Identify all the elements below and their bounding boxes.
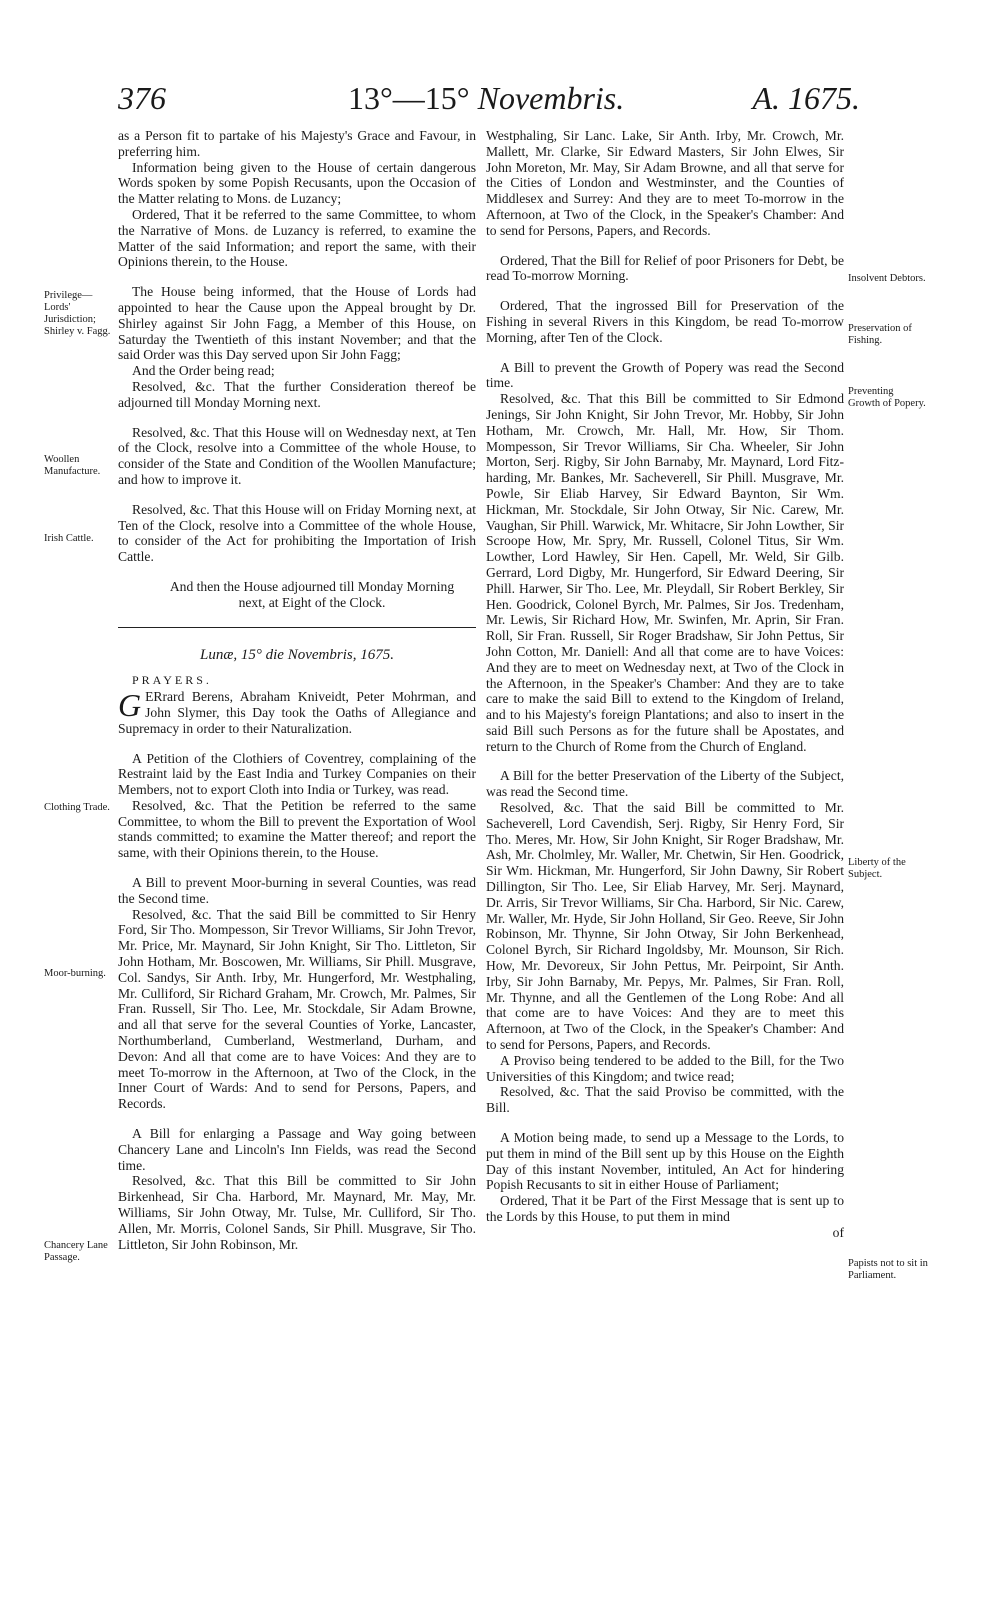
paragraph: And the Order being read; (132, 363, 275, 379)
paragraph: Ordered, That it be referred to the same Committee, to whom the Narrative of Mons. de Luzancy is referred, to examine the Matter of the said Information; and report the same, with their Opinions therein, to the House. (118, 206, 476, 270)
paragraph: Resolved, &c. That the further Consideration thereof be adjourned till Monday Morning next. (118, 378, 476, 410)
paragraph: Westphaling, Sir Lanc. Lake, Sir Anth. Irby, Mr. Crowch, Mr. Mallett, Mr. Clarke, Sir Edward Masters, Sir John Elwes, Sir John Moreton, Mr. May, Sir Adam Browne, and all that serve for the Cities of London and Westminster, and the Counties of Middlesex and Surrey: And they are to meet To-morrow in the Afternoon, at Two of the Clock, in the Speaker's Chamber: And to send for Persons, Papers, and Records. (486, 128, 844, 238)
paragraph: A Bill to prevent Moor-burning in several Counties, was read the Second time. (118, 875, 476, 906)
day-heading: Lunæ, 15° die Novembris, 1675. (200, 646, 394, 663)
page-header (118, 80, 860, 124)
paragraph: A Motion being made, to send up a Message to the Lords, to put them in mind of the Bill sent up by this House on the Eighth Day of this instant November, intituled, An Act for hindering Popish Recusants to sit in either House of Parliament; (486, 1130, 844, 1193)
margin-note-insolvent: Insolvent Debtors. (848, 273, 926, 284)
catchword: of (832, 1224, 844, 1240)
date-range (348, 80, 624, 117)
paragraph: A Petition of the Clothiers of Coventrey, complaining of the Restraint laid by the East India and Turkey Companies on their Members, not to export Cloth into India or Turkey, was read. (118, 750, 476, 798)
paragraph-text: ERrard Berens, Abraham Kniveidt, Peter Mohrman, and John Slymer, this Day took the Oaths of Allegiance and Supremacy in order to their Naturalization. (118, 689, 476, 736)
paragraph: Resolved, &c. That the said Proviso be committed, with the Bill. (486, 1084, 844, 1116)
paragraph: Ordered, That the ingrossed Bill for Preservation of the Fishing in several Rivers in this Kingdom, be read To-morrow Morning, after Ten of the Clock. (486, 298, 844, 345)
adjournment: And then the House adjourned till Monday Morning next, at Eight of the Clock. (169, 578, 455, 610)
left-column (118, 128, 476, 1252)
year: A. 1675. (752, 80, 860, 116)
margin-note-papists: Papists not to sit in Parliament. (848, 1258, 928, 1281)
paragraph: A Bill for enlarging a Passage and Way going between Chancery Lane and Lincoln's Inn Fields, was read the Second time. (118, 1126, 476, 1173)
date-month: Novembris. (477, 80, 625, 116)
paragraph: A Proviso being tendered to be added to the Bill, for the Two Universities of this Kingdom; and twice read; (486, 1052, 844, 1084)
margin-note-moor-burning: Moor-burning. (44, 968, 106, 979)
margin-note-woollen: Woollen Manufacture. (44, 454, 101, 477)
paragraph: Resolved, &c. That this Bill be committed to Sir John Birkenhead, Sir Cha. Harbord, Mr. Maynard, Mr. May, Mr. Williams, Sir John Otway, Mr. Tulse, Mr. Culliford, Sir Tho. Allen, Mr. Morris, Colonel Sands, Sir Phill. Musgrave, Sir Tho. Littleton, Sir John Robinson, Mr. (118, 1173, 476, 1252)
paragraph: Ordered, That the Bill for Relief of poor Prisoners for Debt, be read To-morrow Morning. (486, 252, 844, 284)
paragraph: Resolved, &c. That the said Bill be committed to Mr. Sacheverell, Lord Cavendish, Serj. Rigby, Sir Henry Ford, Sir Tho. Meres, Mr. How, Sir John Knight, Sir Roger Bradshaw, Mr. Ash, Mr. Cholmley, Mr. Waller, Mr. Chetwin, Sir Hen. Goodrick, Sir Wm. Hickman, Mr. Hungerford, Sir John Dawny, Sir Robert Dillington, Sir Tho. Lee, Sir Eliab Harvey, Mr. Serj. Maynard, Dr. Arris, Sir Trevor Williams, Sir Cha. Harbord, Sir Nic. Carew, Mr. Waller, Mr. Hyde, Sir John Holland, Sir Geo. Reeve, Sir John Robinson, Mr. Thynne, Sir John Otway, Sir John Berkenhead, Colonel Byrch, Sir Richard Ingoldsby, Mr. Mounson, Sir Rich. How, Mr. Devoreux, Sir John Pettus, Mr. Peirpoint, Sir Anth. Irby, Sir John Barnaby, Mr. Pepys, Mr. Palmes, Sir Fran. Roll, Mr. Thynne, and all the Gentlemen of the Long Robe: And all that come are to have Voices: And they are to meet this Afternoon, at Two of the Clock, in the Speaker's Chamber: And to send for Persons, Papers, and Records. (486, 800, 844, 1053)
margin-note-privilege: Privilege—Lords' Jurisdiction; Shirley v. Fagg. (44, 290, 111, 337)
section-divider (118, 627, 476, 628)
margin-note-liberty: Liberty of the Subject. (848, 857, 906, 880)
margin-note-irish-cattle: Irish Cattle. (44, 533, 94, 544)
paragraph: Resolved, &c. That the Petition be referred to the same Committee, to whom the Bill to prevent the Exportation of Wool stands committed; to examine the Matter thereof; and report the same, with their Opinions therein, to the House. (118, 797, 476, 861)
paragraph: Information being given to the House of certain dangerous Words spoken by some Popish Recusants, upon the Occasion of the Matter relating to Mons. de Luzancy; (118, 159, 476, 207)
paragraph: Resolved, &c. That this Bill be committed to Sir Edmond Jenings, Sir John Knight, Sir John Trevor, Mr. Hobby, Sir John Hotham, Mr. Crowch, Mr. Hall, Mr. How, Sir Thom. Mompesson, Sir Trevor Williams, Sir Cha. Wheeler, Sir John Morton, Serj. Rigby, Sir John Barnaby, Mr. Maynard, Lord Fitz-harding, Mr. Bankes, Mr. Sacheverell, Sir Phill. Musgrave, Mr. Powle, Sir Eliab Harvey, Sir Edward Baynton, Sir Wm. Hickman, Mr. Stockdale, Sir John Otway, Sir Nic. Carew, Mr. Vaughan, Sir Phill. Warwick, Mr. Whitacre, Sir John Lowther, Sir Scroope How, Mr. Spry, Mr. Russell, Colonel Titus, Sir Wm. Lowther, Lord Hawley, Sir Hen. Capell, Mr. Weld, Sir Gilb. Gerrard, Lord Digby, Mr. Hungerford, Sir Edward Deering, Sir Phill. Harwer, Sir Tho. Lee, Mr. Pleydall, Sir Robert Berkley, Sir Hen. Goodrick, Colonel Byrch, Mr. Palmes, Sir Jos. Tredenham, Mr. Lewis, Sir Richard How, Mr. Swinfen, Mr. Aprin, Sir Fran. Roll, Sir Fran. Russell, Sir Roger Bradshaw, Sir John Pettus, Sir John Cotton, Mr. Daniell: And all that come are to have Voices: And they are to meet on Wednesday next, at Two of the Clock in the Afternoon, in the Speaker's Chamber: And they are to take care to make the said Bill to extend to the Kingdom of Ireland, and to his Majesty's foreign Plantations; and also to insert in the said Bill such Persons as for the future shall be Apostates, and return to the Church of Rome from the Church of England. (486, 391, 844, 754)
drop-cap: G (118, 687, 142, 724)
paragraph: A Bill to prevent the Growth of Popery was read the Second time. (486, 359, 844, 391)
paragraph: Ordered, That it be Part of the First Message that is sent up to the Lords by this House, to put them in mind (486, 1193, 844, 1224)
paragraph: Resolved, &c. That this House will on Friday Morning next, at Ten of the Clock, resolve into a Committee of the whole House, to consider of the Act for prohibiting the Importation of Irish Cattle. (118, 501, 476, 565)
margin-note-chancery: Chancery Lane Passage. (44, 1240, 108, 1263)
margin-note-clothing: Clothing Trade. (44, 802, 110, 813)
right-column (486, 128, 844, 1241)
page-number: 376 (118, 80, 166, 116)
paragraph: Resolved, &c. That this House will on Wednesday next, at Ten of the Clock, resolve into a Committee of the whole House, to consider of the State and Condition of the Woollen Manufacture; and how to improve it. (118, 424, 476, 487)
paragraph: A Bill for the better Preservation of the Liberty of the Subject, was read the Second time. (486, 768, 844, 800)
paragraph: as a Person fit to partake of his Majesty's Grace and Favour, in preferring him. (118, 128, 476, 159)
prayers-heading: PRAYERS. (132, 673, 212, 688)
margin-note-popery: Preventing Growth of Popery. (848, 386, 926, 409)
margin-note-fishing: Preservation of Fishing. (848, 323, 912, 346)
paragraph: Resolved, &c. That the said Bill be committed to Sir Henry Ford, Sir Tho. Mompesson, Sir Trevor Williams, Sir John Trevor, Mr. Price, Mr. Maynard, Sir John Knight, Sir Tho. Littleton, Sir John Hotham, Mr. Boscowen, Mr. Williams, Sir Phill. Musgrave, Col. Sandys, Sir Anth. Irby, Mr. Hungerford, Mr. Westphaling, Mr. Culliford, Sir Richard Graham, Mr. Crowch, Mr. Palmes, Sir Fran. Russell, Sir Tho. Lee, Mr. Stockdale, Sir Adam Browne, and all that serve for the several Counties of Yorke, Lancaster, Northumberland, Cumberland, Westmerland, Durham, and Devon: And all that come are to have Voices: And they are to meet To-morrow in the Afternoon, at Two of the Clock, in the Inner Court of Wards: And to send for Persons, Papers, and Records. (118, 906, 476, 1112)
paragraph: The House being informed, that the House of Lords had appointed to hear the Cause upon the Appeal brought by Dr. Shirley against Sir John Fagg, a Member of this House, on Saturday the Twentieth of this instant November; and that the said Order was this Day served upon Sir John Fagg; (118, 284, 476, 363)
date-days: 13°—15° (348, 80, 478, 116)
naturalization-paragraph (118, 689, 476, 736)
